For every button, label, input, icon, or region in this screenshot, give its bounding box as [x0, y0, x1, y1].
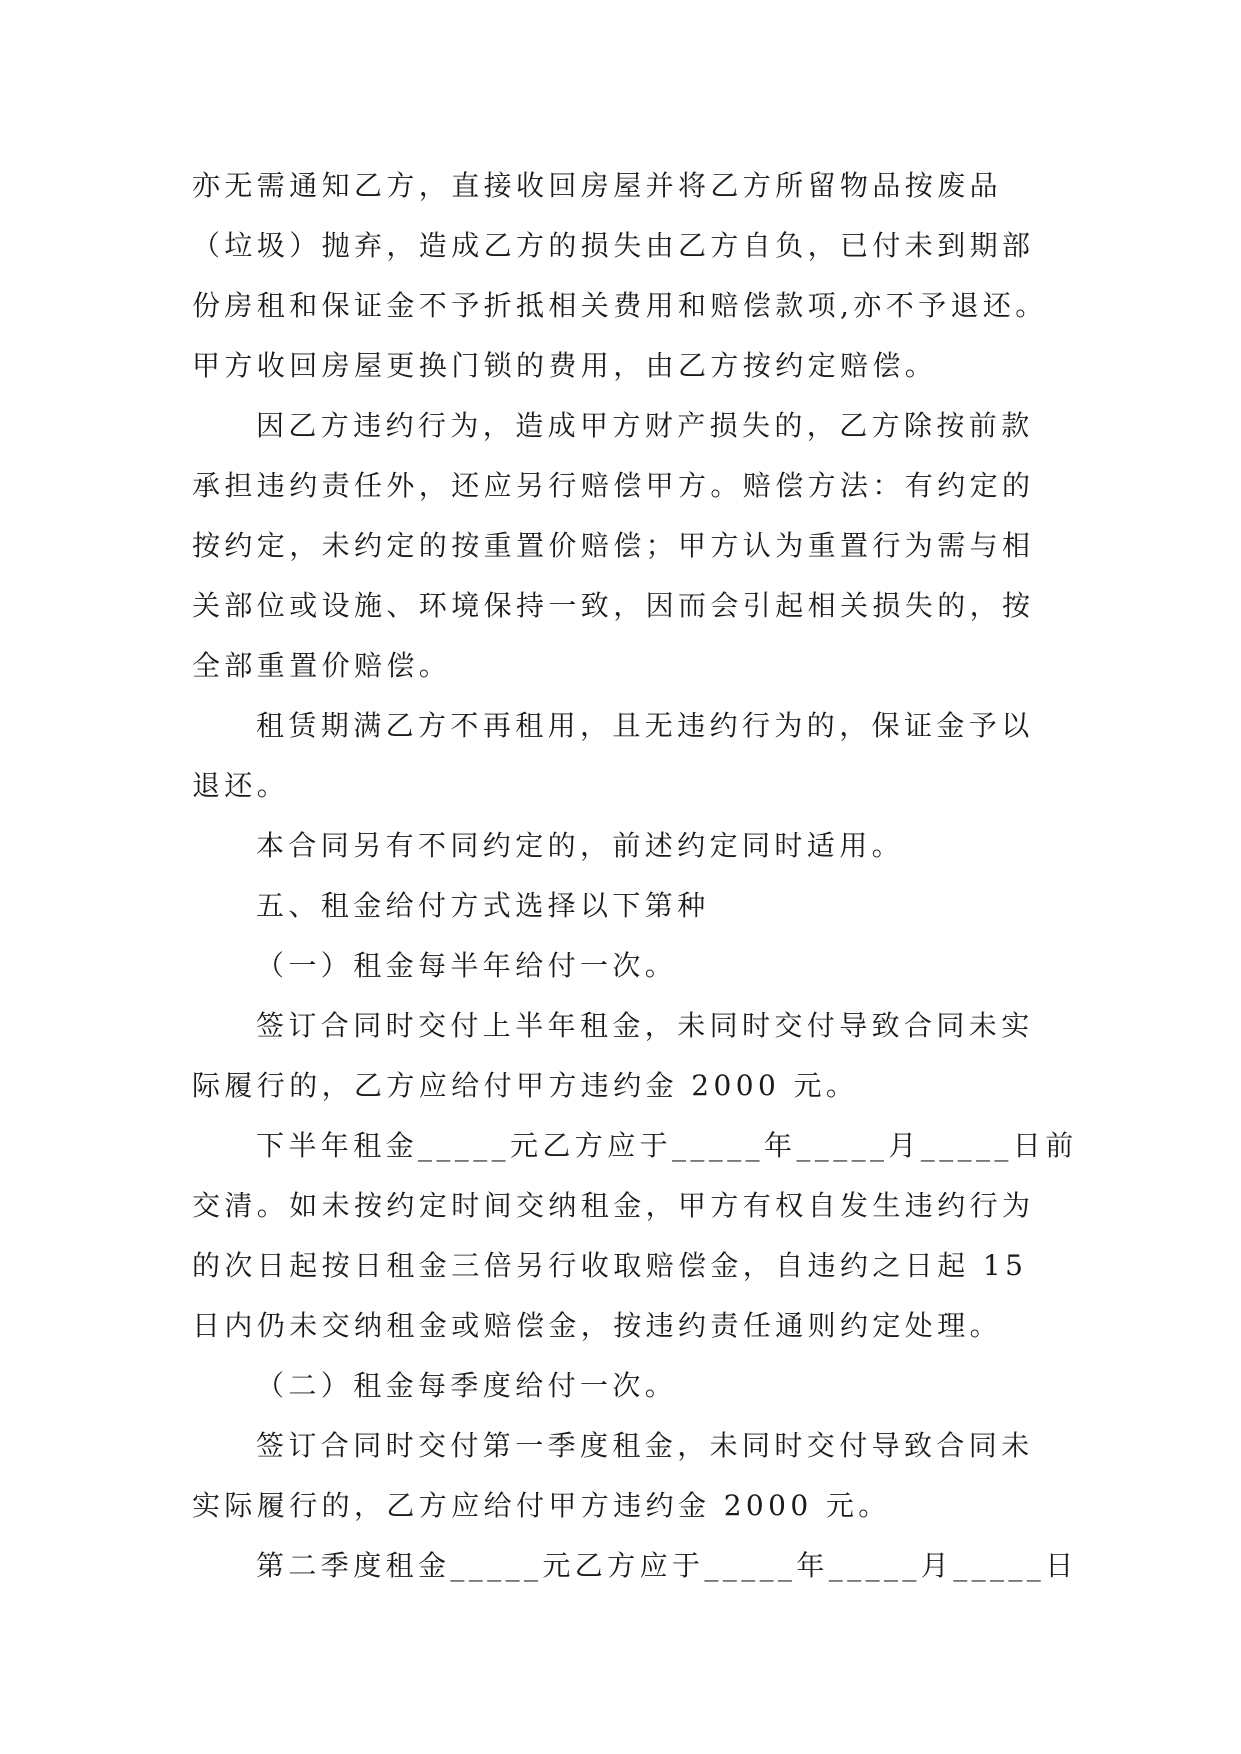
paragraph-start-line: 签订合同时交付第一季度租金，未同时交付导致合同未	[256, 1429, 1034, 1462]
text-line: 际履行的，乙方应给付甲方违约金 2000 元。	[192, 1069, 859, 1102]
text-line: （垃圾）抛弃，造成乙方的损失由乙方自负，已付未到期部	[192, 229, 1035, 262]
text-line: 交清。如未按约定时间交纳租金，甲方有权自发生违约行为	[192, 1189, 1035, 1222]
paragraph-start-line: 因乙方违约行为，造成甲方财产损失的，乙方除按前款	[256, 409, 1034, 442]
text-line: 甲方收回房屋更换门锁的费用，由乙方按约定赔偿。	[192, 349, 938, 382]
paragraph-start-line: 签订合同时交付上半年租金，未同时交付导致合同未实	[256, 1009, 1034, 1042]
text-line: 的次日起按日租金三倍另行收取赔偿金，自违约之日起 15	[192, 1249, 1028, 1282]
subsection-heading: （一）租金每半年给付一次。	[256, 949, 678, 982]
text-line: 退还。	[192, 769, 290, 802]
text-line: 亦无需通知乙方，直接收回房屋并将乙方所留物品按废品	[192, 169, 1003, 202]
paragraph-start-line: 本合同另有不同约定的，前述约定同时适用。	[256, 829, 905, 862]
section-heading: 五、租金给付方式选择以下第种	[256, 889, 710, 922]
paragraph-start-line: 租赁期满乙方不再租用，且无违约行为的，保证金予以	[256, 709, 1034, 742]
text-line: 按约定，未约定的按重置价赔偿；甲方认为重置行为需与相	[192, 529, 1035, 562]
text-line: 实际履行的，乙方应给付甲方违约金 2000 元。	[192, 1489, 891, 1522]
paragraph-start-line: 第二季度租金_____元乙方应于_____年_____月_____日	[256, 1549, 1078, 1582]
text-line: 日内仍未交纳租金或赔偿金，按违约责任通则约定处理。	[192, 1309, 1003, 1342]
paragraph-start-line: 下半年租金_____元乙方应于_____年_____月_____日前	[256, 1129, 1078, 1162]
text-line: 全部重置价赔偿。	[192, 649, 452, 682]
subsection-heading: （二）租金每季度给付一次。	[256, 1369, 678, 1402]
text-line: 关部位或设施、环境保持一致，因而会引起相关损失的，按	[192, 589, 1035, 622]
text-line: 承担违约责任外，还应另行赔偿甲方。赔偿方法：有约定的	[192, 469, 1035, 502]
text-line: 份房租和保证金不予折抵相关费用和赔偿款项,亦不予退还。	[192, 289, 1048, 322]
